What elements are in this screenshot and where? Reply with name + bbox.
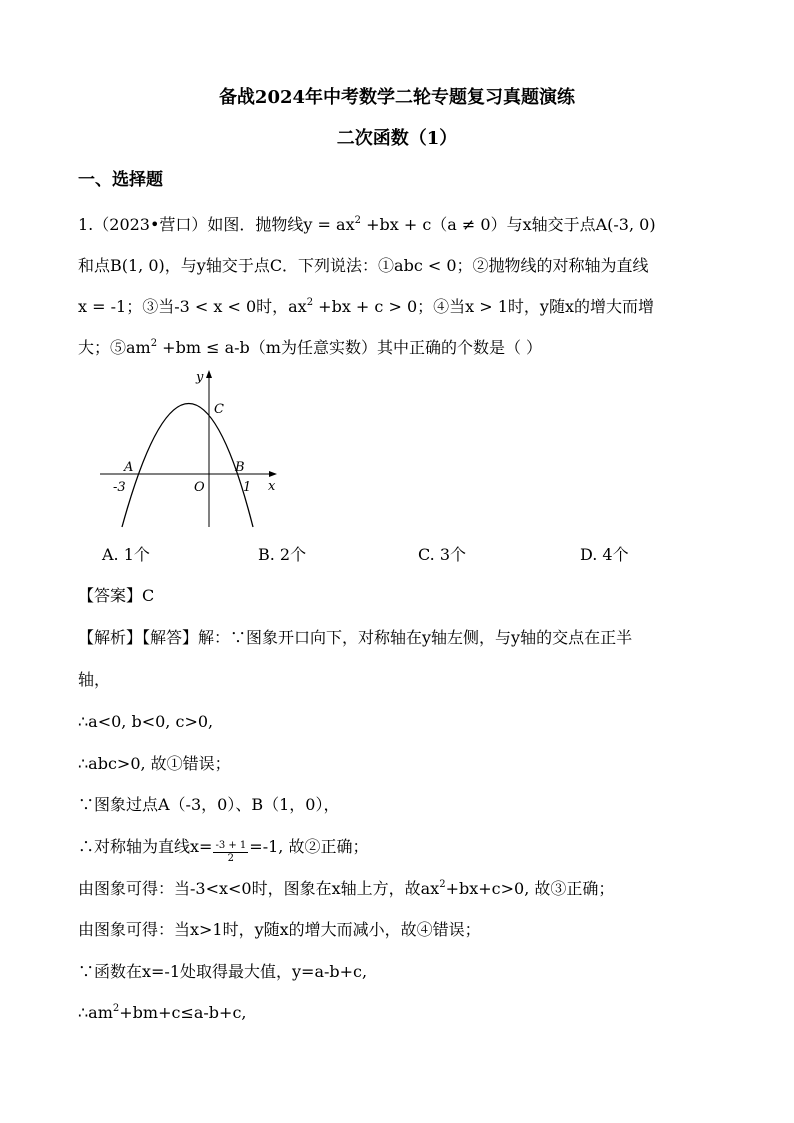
point-a-label: A <box>124 460 134 475</box>
page-title: 备战2024年中考数学二轮专题复习真题演练 <box>218 87 576 108</box>
analysis-line-8: 由图象可得：当x>1时，y随x的增大而减小，故④错误； <box>78 920 481 939</box>
section-heading: 一、选择题 <box>78 170 163 190</box>
answer: 【答案】C <box>78 586 155 605</box>
analysis-line-6: ∴对称轴为直线x= $\frac{-3 + 1}{2}$ =-1, 故②正确； <box>78 837 369 864</box>
parabola-curve <box>122 404 253 528</box>
y-axis-label: y <box>196 370 204 385</box>
question-line-4: 大；$⑤am^2 +bm \le a-b(m$为任意实数）其中正确的个数是（ ） <box>78 338 543 357</box>
option-d[interactable]: D. 4个 <box>580 545 629 564</box>
analysis-line-2: 轴， <box>78 670 111 689</box>
question-line-3: x = -1；③当-3 < x < 0时，$ax^2 +bx + c > 0$；④当x > 1时，y随x的增大而增 <box>78 297 654 316</box>
analysis-line-7: 由图象可得：当-3<x<0时，图象在x轴上方，故$ax^2+bx+c>0$, 故③正确； <box>78 879 615 898</box>
tick-neg3-label: -3 <box>113 480 126 495</box>
analysis-line-4: ∴abc>0, 故①错误； <box>78 754 231 773</box>
analysis-line-3: ∴a<0, b<0, c>0, <box>78 712 214 731</box>
x-axis-label: x <box>268 479 276 494</box>
x-axis-arrow <box>269 471 277 477</box>
parabola-graph <box>95 365 285 530</box>
symmetry-fraction: $\frac{-3 + 1}{2}$ <box>215 840 247 864</box>
analysis-line-5: ∵图象过点A（-3，0）、B（1，0）， <box>78 795 340 814</box>
page-subtitle: 二次函数（1） <box>336 128 458 149</box>
option-a[interactable]: A. 1个 <box>102 545 150 564</box>
option-c[interactable]: C. 3个 <box>418 545 467 564</box>
question-line-2: 和点B(1, 0)，与y轴交于点C．下列说法：①abc < 0；②抛物线的对称轴为直线 <box>78 256 649 275</box>
point-b-label: B <box>235 460 245 475</box>
option-b[interactable]: B. 2个 <box>258 545 307 564</box>
y-axis-arrow <box>206 370 212 378</box>
origin-label: O <box>194 480 205 495</box>
question-line-1: 1.（2023•营口）如图．抛物线$y = ax^2 +bx + c(a \ne 0)$与x轴交于点A(-3, 0) <box>78 215 656 234</box>
point-c-label: C <box>214 402 224 417</box>
tick-1-label: 1 <box>243 480 252 495</box>
analysis-line-9: ∵函数在x=-1处取得最大值，y=a-b+c, <box>78 962 368 981</box>
analysis-line-10: $\therefore am^2+bm+c\le a-b+c$, <box>78 1003 247 1022</box>
analysis-line-1: 【解析】【解答】解：∵图象开口向下，对称轴在y轴左侧，与y轴的交点在正半 <box>78 628 633 647</box>
